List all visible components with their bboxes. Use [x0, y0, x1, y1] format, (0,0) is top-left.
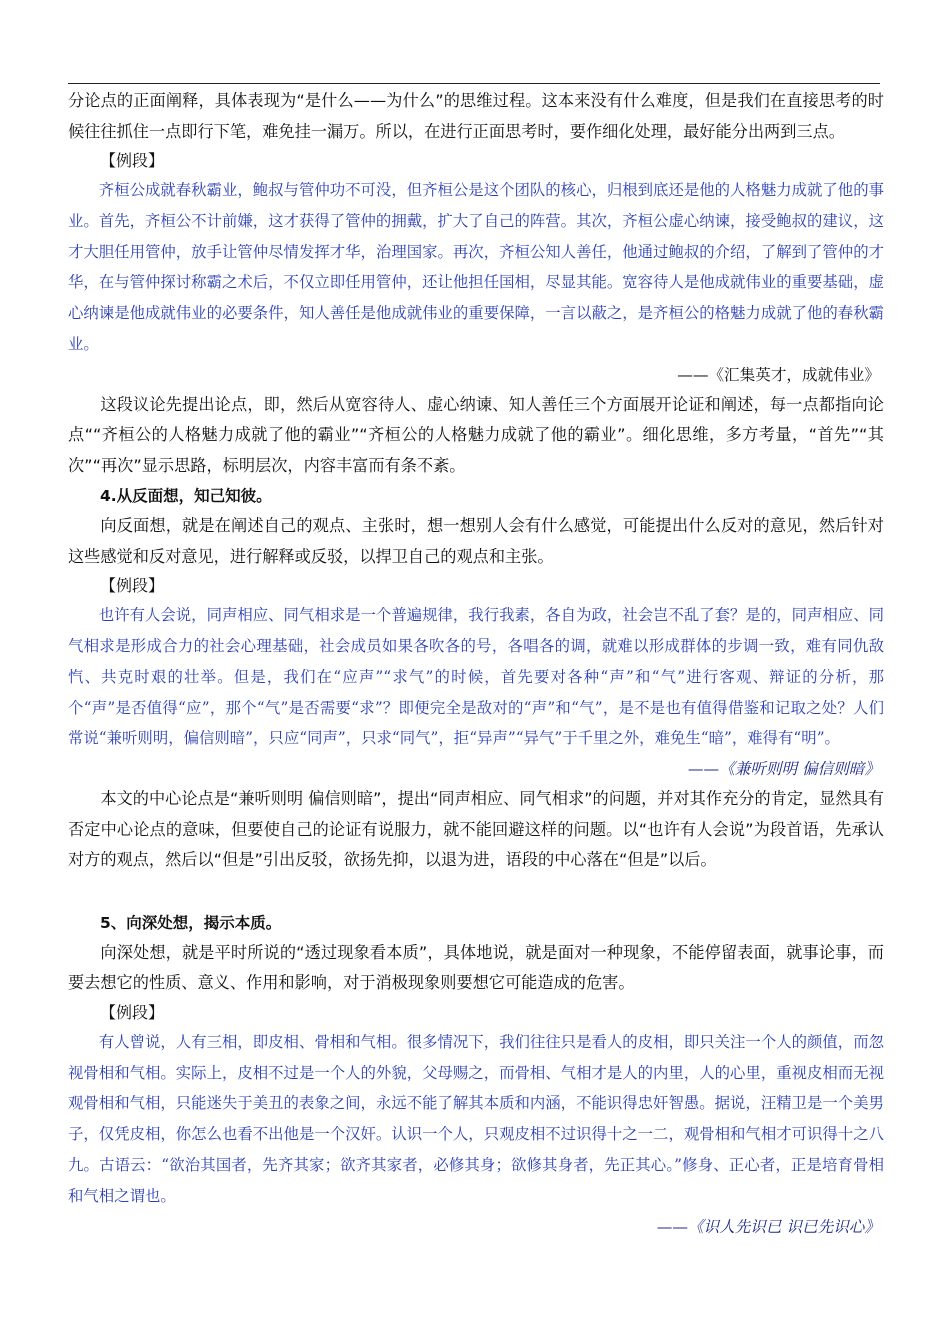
section-4-body: 向反面想，就是在阐述自己的观点、主张时，想一想别人会有什么感觉，可能提出什么反对的意见，然后针对这些感觉和反对意见，进行解释或反驳，以捍卫自己的观点和主张。: [68, 516, 884, 566]
example-passage-sanxiang: 有人曾说，人有三相，即皮相、骨相和气相。很多情况下，我们往往只是看人的皮相，即只关注一个人的颜值，而忽视骨相和气相。实际上，皮相不过是一个人的外貌，父母赐之，而骨相、气相才是人的内里，人的心里，重视皮相而无视观骨相和气相，只能迷失于美丑的表象之间，永远不能了解其本质和内涵，不能识得忠奸智愚。据说，汪精卫是一个美男子，仅凭皮相，你怎么也看不出他是一个汉奸。认识一个人，只观皮相不过识得十之一二，观骨相和气相才可识得十之八九。古语云：“欲治其国者，先齐其家；欲齐其家者，必修其身；欲修其身者，先正其心。”修身、正心者，正是培育骨相和气相之谓也。: [68, 1032, 884, 1205]
example-label: 【例段】: [100, 576, 165, 596]
document-page: [68, 86, 884, 1242]
example-label: 【例段】: [100, 151, 165, 170]
section-heading-5: 5、向深处想，揭示本质。: [100, 913, 282, 932]
intro-paragraph: 分论点的正面阐释，具体表现为“是什么——为什么”的思维过程。这本来没有什么难度，但是我们在直接思考的时候往往抓住一点即行下笔，难免挂一漏万。所以，在进行正面思考时，要作细化处理，最好能分出两到三点。: [68, 91, 884, 141]
commentary-paragraph: 这段议论先提出论点，即，然后从宽容待人、虚心纳谏、知人善任三个方面展开论证和阐述，每一点都指向论点““齐桓公的人格魅力成就了他的霸业”“齐桓公的人格魅力成就了他的霸业”。细化思维，多方考量，“首先”“其次”“再次”显示思路，标明层次，内容丰富而有条不紊。: [68, 394, 884, 475]
section-5-body: 向深处想，就是平时所说的“透过现象看本质”，具体地说，就是面对一种现象，不能停留表面，就事论事，而要去想它的性质、意义、作用和影响，对于消极现象则要想它可能造成的危害。: [68, 942, 884, 993]
example-source: ——《兼听则明 偏信则暗》: [687, 760, 880, 779]
spacer: [68, 876, 884, 908]
example-label: 【例段】: [100, 1002, 165, 1022]
example-passage-qihuangong: 齐桓公成就春秋霸业，鲍叔与管仲功不可没，但齐桓公是这个团队的核心，归根到底还是他的人格魅力成就了他的事业。首先，齐桓公不计前嫌，这才获得了管仲的拥戴，扩大了自己的阵营。其次，齐桓公虚心纳谏，接受鲍叔的建议，这才大胆任用管仲，放手让管仲尽情发挥才华，治理国家。再次，齐桓公知人善任，他通过鲍叔的介绍，了解到了管仲的才华，在与管仲探讨称霸之术后，不仅立即任用管仲，还让他担任国相，尽显其能。宽容待人是他成就伟业的重要基础，虚心纳谏是他成就伟业的必要条件，知人善任是他成就伟业的重要保障，一言以蔽之，是齐桓公的格魅力成就了他的春秋霸业。: [68, 181, 884, 353]
commentary-paragraph: 本文的中心论点是“兼听则明 偏信则暗”，提出“同声相应、同气相求”的问题，并对其作充分的肯定，显然具有否定中心论点的意味，但要使自己的论证有说服力，就不能回避这样的问题。以“也许有人会说”为段首语，先承认对方的观点，然后以“但是”引出反驳，欲扬先抑，以退为进，语段的中心落在“但是”以后。: [68, 789, 884, 870]
header-rule: [68, 83, 880, 84]
example-passage-jianting: 也许有人会说，同声相应、同气相求是一个普遍规律，我行我素，各自为政，社会岂不乱了套？是的，同声相应、同气相求是形成合力的社会心理基础，社会成员如果各吹各的号，各唱各的调，就难以形成群体的步调一致，难有同仇敌忾、共克时艰的壮举。但是，我们在“应声”“求气”的时候，首先要对各种“声”和“气”进行客观、辩证的分析，那个“声”是否值得“应”，那个“气”是否需要“求”？即便完全是敌对的“声”和“气”，是不是也有值得借鉴和记取之处？人们常说“兼听则明，偏信则暗”，只应“同声”，只求“同气”，拒“异声”“异气”于千里之外，难免生“暗”，难得有“明”。: [68, 606, 884, 748]
example-source: ——《识人先识已 识已先识心》: [656, 1217, 880, 1236]
example-source: ——《汇集英才，成就伟业》: [677, 365, 880, 384]
section-heading-4: 4.从反面想，知己知彼。: [100, 487, 272, 506]
